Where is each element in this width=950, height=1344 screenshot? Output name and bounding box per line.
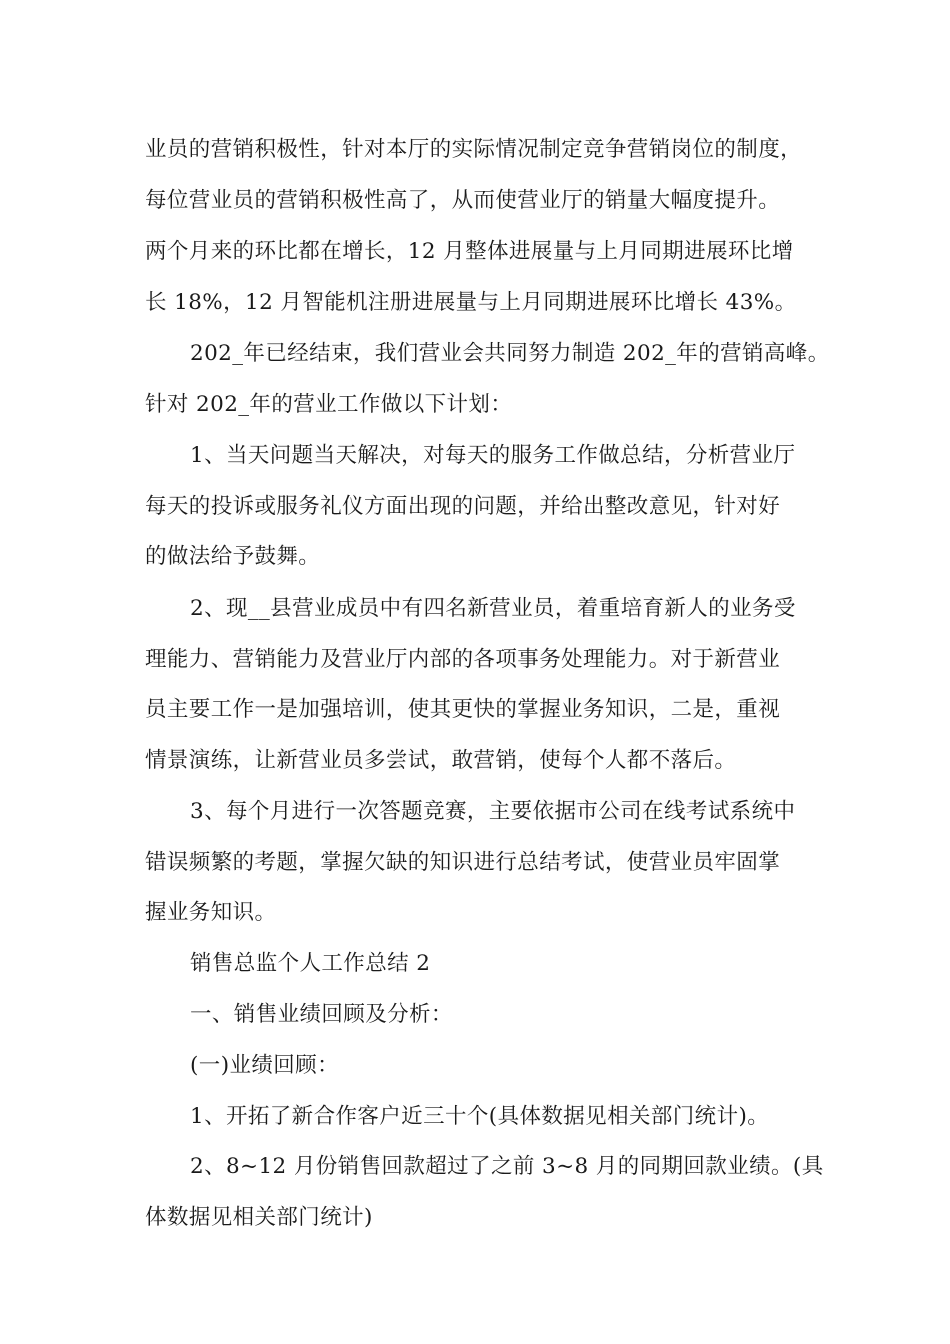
paragraph-line: 员主要工作一是加强培训，使其更快的掌握业务知识，二是，重视 bbox=[145, 697, 781, 722]
paragraph-line: 长 18%，12 月智能机注册进展量与上月同期进展环比增长 43%。 bbox=[145, 290, 797, 315]
paragraph-line: 情景演练，让新营业员多尝试，敢营销，使每个人都不落后。 bbox=[145, 748, 737, 773]
paragraph-line: 业员的营销积极性，针对本厅的实际情况制定竞争营销岗位的制度， bbox=[145, 137, 803, 162]
list-item-line: 1、开拓了新合作客户近三十个(具体数据见相关部门统计)。 bbox=[190, 1104, 770, 1129]
list-item-line: 1、当天问题当天解决，对每天的服务工作做总结，分析营业厅 bbox=[190, 443, 796, 468]
paragraph-line: 两个月来的环比都在增长，12 月整体进展量与上月同期进展环比增 bbox=[145, 239, 794, 264]
paragraph-line: 体数据见相关部门统计) bbox=[145, 1205, 373, 1230]
paragraph-line: 202_年已经结束，我们营业会共同努力制造 202_年的营销高峰。 bbox=[190, 341, 830, 366]
paragraph-line: 每天的投诉或服务礼仪方面出现的问题，并给出整改意见，针对好 bbox=[145, 494, 781, 519]
subsection-heading: (一)业绩回顾： bbox=[190, 1053, 339, 1078]
section-title: 销售总监个人工作总结 2 bbox=[190, 951, 431, 976]
paragraph-line: 每位营业员的营销积极性高了，从而使营业厅的销量大幅度提升。 bbox=[145, 188, 781, 213]
list-item-line: 2、8~12 月份销售回款超过了之前 3~8 月的同期回款业绩。(具 bbox=[190, 1154, 824, 1179]
paragraph-line: 握业务知识。 bbox=[145, 900, 277, 925]
section-heading: 一、销售业绩回顾及分析： bbox=[190, 1002, 453, 1027]
paragraph-line: 错误频繁的考题，掌握欠缺的知识进行总结考试，使营业员牢固掌 bbox=[145, 850, 781, 875]
paragraph-line: 理能力、营销能力及营业厅内部的各项事务处理能力。对于新营业 bbox=[145, 647, 781, 672]
list-item-line: 2、现__县营业成员中有四名新营业员，着重培育新人的业务受 bbox=[190, 596, 796, 621]
list-item-line: 3、每个月进行一次答题竞赛，主要依据市公司在线考试系统中 bbox=[190, 799, 796, 824]
paragraph-line: 的做法给予鼓舞。 bbox=[145, 544, 321, 569]
paragraph-line: 针对 202_年的营业工作做以下计划： bbox=[145, 392, 513, 417]
